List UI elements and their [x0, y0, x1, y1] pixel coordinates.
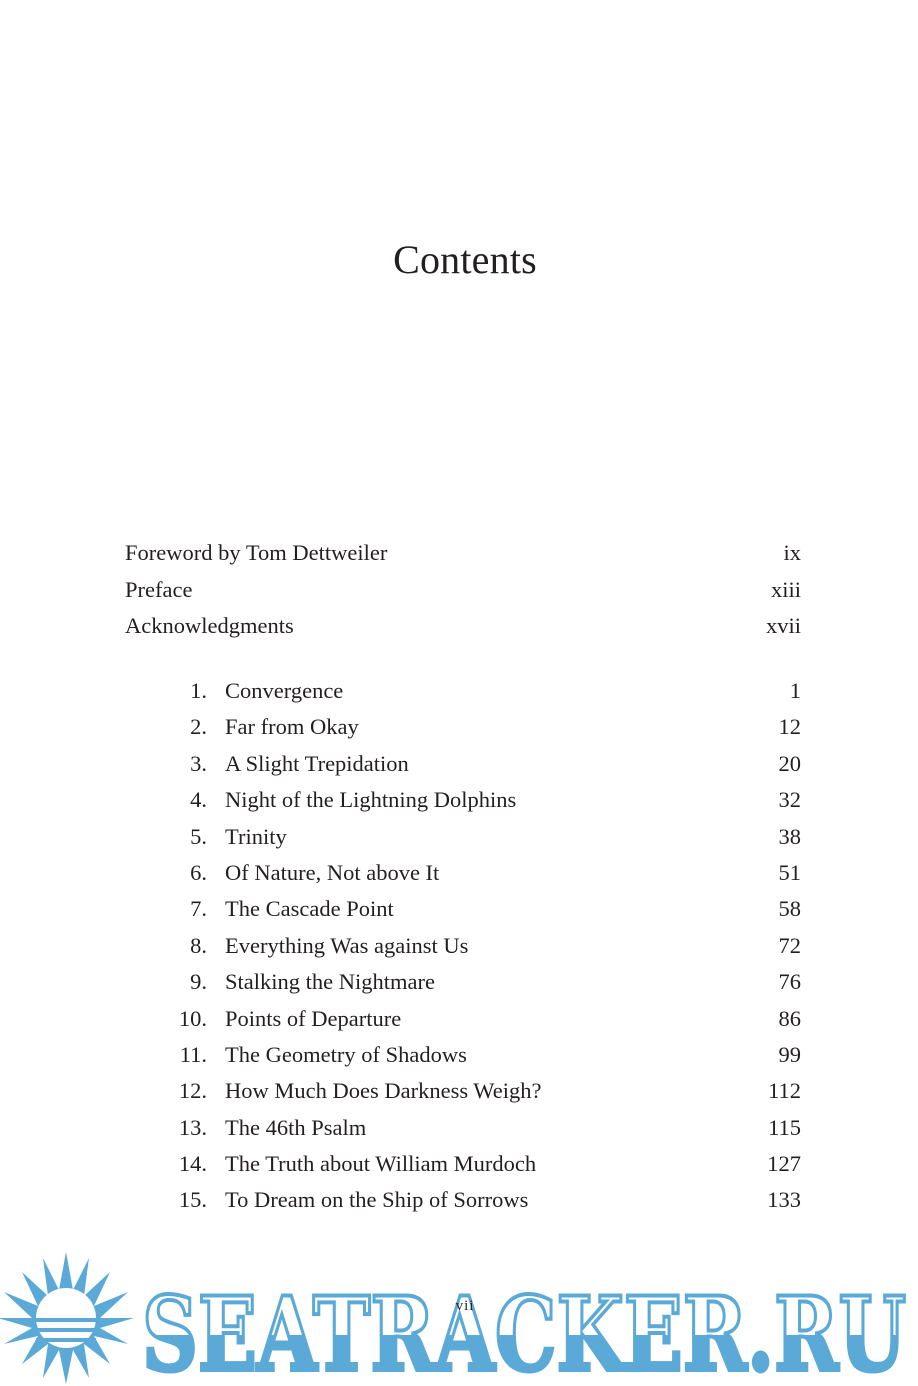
chapter-title: How Much Does Darkness Weigh? — [225, 1078, 542, 1104]
chapter-title: The Truth about William Murdoch — [225, 1151, 537, 1177]
chapter-page: 58 — [778, 896, 801, 922]
toc-chapter-row[interactable] — [125, 751, 801, 787]
entry-page: ix — [783, 540, 801, 565]
chapter-title: Points of Departure — [225, 1005, 402, 1031]
entry-page: xiii — [770, 576, 801, 602]
chapter-page: 72 — [778, 932, 801, 958]
chapter-number: 4. — [190, 787, 207, 813]
chapter-number: 9. — [190, 969, 207, 995]
toc-chapter-row[interactable] — [125, 1042, 801, 1078]
chapter-number: 12. — [178, 1078, 207, 1104]
sun-icon — [0, 1252, 134, 1384]
chapter-page: 51 — [778, 859, 801, 885]
chapter-page: 99 — [778, 1041, 801, 1067]
toc-chapter-row[interactable] — [125, 1006, 801, 1042]
chapter-page: 86 — [778, 1005, 801, 1031]
toc-chapter-row[interactable] — [125, 824, 801, 860]
chapter-page: 32 — [778, 787, 801, 813]
chapter-title: Trinity — [225, 823, 287, 849]
chapter-page: 133 — [767, 1187, 801, 1213]
entry-title: Preface — [125, 576, 193, 602]
toc-chapter-row[interactable] — [125, 1115, 801, 1151]
chapter-number: 10. — [178, 1005, 207, 1031]
chapter-title: The 46th Psalm — [225, 1114, 367, 1140]
chapter-page: 127 — [767, 1151, 801, 1177]
toc-chapter-row[interactable] — [125, 860, 801, 896]
chapter-title: Stalking the Nightmare — [225, 969, 435, 995]
chapter-number: 1. — [190, 678, 207, 703]
toc-chapter-row[interactable] — [125, 969, 801, 1005]
toc-chapter-row[interactable] — [125, 1151, 801, 1187]
chapter-list — [125, 678, 801, 1224]
chapter-title: Of Nature, Not above It — [225, 859, 440, 885]
chapter-page: 76 — [778, 969, 801, 995]
watermark-text: SEATRACKER.RU — [142, 1275, 906, 1386]
front-matter-list — [125, 540, 801, 650]
toc-entry-acknowledgments[interactable] — [125, 613, 801, 650]
chapter-number: 7. — [190, 896, 207, 922]
chapter-title: Convergence — [225, 678, 344, 703]
chapter-page: 115 — [768, 1114, 801, 1140]
entry-page: xvii — [765, 613, 801, 639]
chapter-page: 112 — [768, 1078, 801, 1104]
toc-entry-foreword[interactable] — [125, 540, 801, 577]
chapter-number: 3. — [190, 750, 207, 776]
page-title: Contents — [393, 237, 537, 282]
toc-chapter-row[interactable] — [125, 896, 801, 932]
chapter-number: 15. — [178, 1187, 207, 1213]
entry-title: Acknowledgments — [125, 613, 294, 639]
toc-entry-preface[interactable] — [125, 577, 801, 614]
chapter-title: The Geometry of Shadows — [225, 1041, 467, 1067]
chapter-title: To Dream on the Ship of Sorrows — [225, 1187, 529, 1213]
chapter-title: Everything Was against Us — [225, 932, 469, 958]
chapter-title: A Slight Trepidation — [225, 750, 409, 776]
chapter-page: 20 — [778, 750, 801, 776]
chapter-number: 13. — [178, 1114, 207, 1140]
chapter-number: 5. — [190, 823, 207, 849]
watermark-logo — [0, 1248, 918, 1386]
chapter-number: 11. — [179, 1041, 207, 1067]
toc-chapter-row[interactable] — [125, 787, 801, 823]
toc-chapter-row[interactable] — [125, 1078, 801, 1114]
toc-chapter-row[interactable] — [125, 678, 801, 714]
toc-chapter-row[interactable] — [125, 1187, 801, 1223]
chapter-title: The Cascade Point — [225, 896, 394, 922]
chapter-title: Far from Okay — [225, 714, 359, 740]
chapter-number: 14. — [178, 1151, 207, 1177]
toc-chapter-row[interactable] — [125, 933, 801, 969]
entry-title: Foreword by Tom Dettweiler — [125, 540, 388, 565]
chapter-number: 8. — [190, 932, 207, 958]
chapter-number: 2. — [190, 714, 207, 740]
chapter-page: 1 — [789, 678, 801, 703]
chapter-page: 12 — [778, 714, 801, 740]
chapter-page: 38 — [778, 823, 801, 849]
chapter-title: Night of the Lightning Dolphins — [225, 787, 517, 813]
toc-chapter-row[interactable] — [125, 714, 801, 750]
chapter-number: 6. — [190, 859, 207, 885]
page-number: vii — [455, 1298, 475, 1314]
